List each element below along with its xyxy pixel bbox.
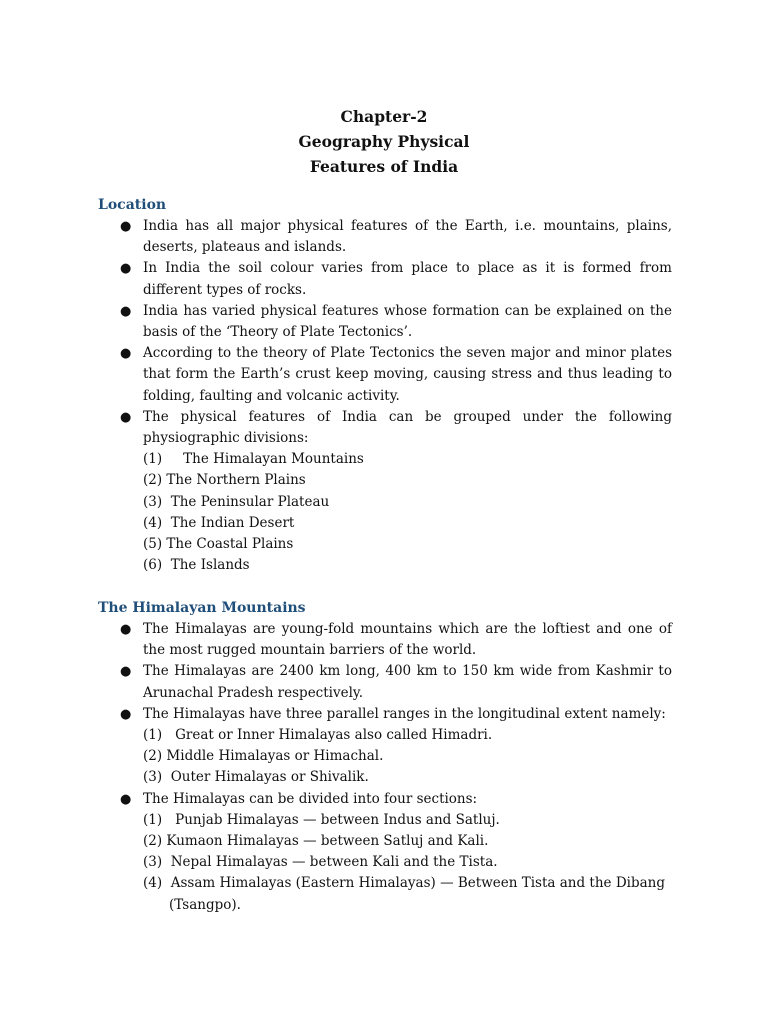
- division-label: The Himalayan Mountains: [183, 451, 364, 468]
- section-number: (2): [143, 833, 163, 850]
- location-list: [120, 216, 672, 576]
- division-item: [143, 449, 672, 470]
- division-item: [143, 555, 672, 576]
- chapter-title: [0, 104, 768, 179]
- range-item: [143, 725, 672, 746]
- range-label: Outer Himalayas or Shivalik.: [170, 769, 369, 786]
- range-item: [143, 767, 672, 788]
- section-label: Punjab Himalayas — between Indus and Satluj.: [175, 811, 500, 828]
- list-item: [120, 216, 672, 258]
- division-label: The Islands: [170, 557, 250, 574]
- title-line-2: Geography Physical: [298, 132, 470, 151]
- section-label: Assam Himalayas (Eastern Himalayas) — Between Tista and the Dibang: [170, 875, 665, 892]
- list-item: [120, 258, 672, 300]
- division-item: [143, 513, 672, 534]
- bullet-icon: ●: [120, 664, 132, 680]
- range-label: Great or Inner Himalayas also called Himadri.: [175, 727, 493, 744]
- bullet-icon: ●: [120, 219, 132, 234]
- list-item: [120, 343, 672, 407]
- list-item: [120, 407, 672, 577]
- division-number: (5): [143, 536, 163, 553]
- bullet-icon: ●: [120, 261, 132, 277]
- list-item: [120, 619, 672, 661]
- list-item-text: The Himalayas have three parallel ranges in the longitudinal extent namely:: [143, 705, 666, 722]
- division-number: (2): [143, 472, 163, 489]
- himalayas-list: [120, 619, 672, 916]
- list-item: [120, 661, 672, 703]
- range-number: (1): [143, 727, 163, 744]
- bullet-icon: ●: [120, 346, 132, 362]
- title-line-3: Features of India: [309, 157, 459, 176]
- bullet-icon: ●: [120, 622, 132, 637]
- section-number: (1): [143, 811, 163, 828]
- list-item-text: India has varied physical features whose formation can be explained on the basis of the ‘Theory of Plate Tectonics’.: [143, 302, 672, 341]
- section-number: (3): [143, 854, 163, 871]
- range-number: (2): [143, 748, 163, 765]
- bullet-icon: ●: [120, 706, 132, 722]
- bullet-icon: ●: [120, 409, 132, 425]
- division-label: The Coastal Plains: [166, 536, 294, 553]
- division-number: (1): [143, 451, 163, 468]
- section-item: [143, 873, 672, 894]
- list-item: [120, 789, 672, 916]
- division-label: The Indian Desert: [170, 514, 295, 531]
- list-item-text: The physical features of India can be grouped under the following physiographic divisions:: [143, 408, 672, 447]
- list-item-text: India has all major physical features of the Earth, i.e. mountains, plains, deserts, plateaus and islands.: [143, 218, 672, 256]
- division-label: The Northern Plains: [166, 472, 306, 489]
- section-label: Kumaon Himalayas — between Satluj and Kali.: [166, 833, 489, 850]
- section-label: Nepal Himalayas — between Kali and the Tista.: [170, 854, 498, 871]
- himalayas-heading: The Himalayan Mountains: [98, 600, 306, 616]
- list-item: [120, 301, 672, 343]
- division-number: (6): [143, 557, 163, 574]
- section-item: [143, 831, 672, 852]
- range-label: Middle Himalayas or Himachal.: [166, 748, 384, 765]
- section-item-continuation: (Tsangpo).: [169, 896, 241, 913]
- range-number: (3): [143, 769, 163, 786]
- range-item: [143, 746, 672, 767]
- list-item-text: The Himalayas are young-fold mountains which are the loftiest and one of the most rugged mountain barriers of the world.: [143, 621, 672, 659]
- bullet-icon: ●: [120, 791, 132, 807]
- location-heading: Location: [98, 197, 167, 213]
- list-item: [120, 704, 672, 789]
- division-item: [143, 534, 672, 555]
- title-line-1: Chapter-2: [340, 107, 428, 126]
- list-item-text: According to the theory of Plate Tectonics the seven major and minor plates that form the Earth’s crust keep moving, causing stress and thus leading to folding, faulting and volcanic activity.: [143, 345, 672, 404]
- list-item-text: In India the soil colour varies from place to place as it is formed from different types of rocks.: [143, 260, 672, 298]
- section-item: [143, 852, 672, 873]
- bullet-icon: ●: [120, 303, 132, 319]
- division-item: [143, 470, 672, 491]
- section-number: (4): [143, 875, 163, 892]
- section-item: [143, 810, 672, 831]
- division-number: (3): [143, 493, 163, 510]
- division-item: [143, 492, 672, 513]
- division-number: (4): [143, 514, 163, 531]
- list-item-text: The Himalayas can be divided into four sections:: [143, 790, 478, 807]
- list-item-text: The Himalayas are 2400 km long, 400 km to 150 km wide from Kashmir to Arunachal Pradesh respectively.: [143, 663, 672, 701]
- division-label: The Peninsular Plateau: [170, 493, 330, 510]
